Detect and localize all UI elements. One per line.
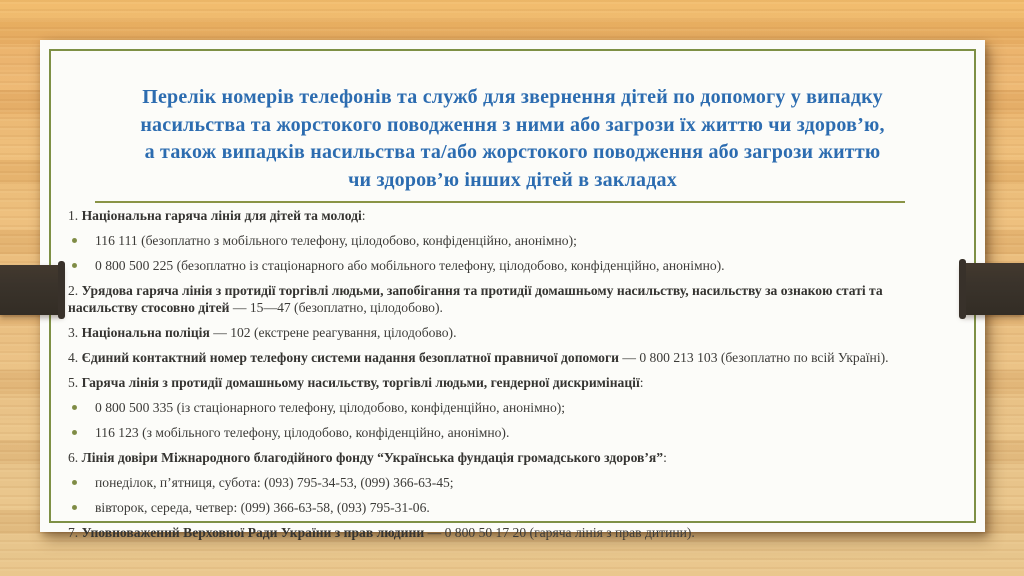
- item-name: Гаряча лінія з протидії домашньому насильству, торгівлі людьми, гендерної дискримінації: [81, 375, 640, 390]
- list-item: [68, 374, 954, 391]
- item-number: 3.: [68, 325, 79, 340]
- list-item: [68, 324, 954, 341]
- title-line-2: насильства та жорстокого поводження з ними або загрози їх життю чи здоров’ю,: [140, 113, 885, 136]
- title-separator-line: [95, 201, 905, 203]
- subitem-text: 116 123 (з мобільного телефону, цілодобово, конфіденційно, анонімно).: [95, 425, 510, 440]
- hotline-list: [68, 207, 954, 549]
- item-detail: — 102 (екстрене реагування, цілодобово).: [209, 325, 457, 340]
- left-ribbon-cap: [58, 261, 65, 319]
- item-number: 4.: [68, 350, 79, 365]
- subitem-text: вівторок, середа, четвер: (099) 366-63-58, (093) 795-31-06.: [95, 500, 430, 515]
- item-name: Національна гаряча лінія для дітей та молоді: [81, 208, 362, 223]
- item-name: Національна поліція: [81, 325, 210, 340]
- list-item: [68, 524, 954, 541]
- list-item: [68, 349, 954, 366]
- title-line-1: Перелік номерів телефонів та служб для звернення дітей по допомогу у випадку: [142, 86, 883, 108]
- item-detail: — 0 800 213 103 (безоплатно по всій Україні).: [618, 350, 889, 365]
- item-name: Єдиний контактний номер телефону системи надання безоплатної правничої допомоги: [81, 350, 619, 365]
- list-subitem: [68, 232, 954, 249]
- item-detail: — 0 800 50 17 20 (гаряча лінія з прав дитини).: [424, 525, 695, 540]
- list-item: [68, 282, 954, 316]
- item-detail: — 15—47 (безоплатно, цілодобово).: [229, 300, 443, 315]
- left-ribbon-bar: [0, 265, 63, 315]
- subitem-text: 0 800 500 335 (із стаціонарного телефону, цілодобово, конфіденційно, анонімно);: [95, 400, 566, 415]
- item-detail: :: [361, 208, 366, 223]
- item-number: 5.: [68, 375, 79, 390]
- item-number: 1.: [68, 208, 79, 223]
- item-name: Уповноважений Верховної Ради України з прав людини: [81, 525, 425, 540]
- item-number: 6.: [68, 450, 79, 465]
- item-number: 2.: [68, 283, 79, 298]
- list-item: [68, 449, 954, 466]
- list-subitem: [68, 257, 954, 274]
- item-name: Урядова гаряча лінія з протидії торгівлі людьми, запобігання та протидії домашньому насильству, насильству за ознакою статі та насильству стосовно дітей: [68, 283, 883, 315]
- title-line-4: чи здоров’ю інших дітей в закладах: [348, 168, 677, 191]
- item-name: Лінія довіри Міжнародного благодійного фонду “Українська фундація громадського здоров’я”: [81, 450, 664, 465]
- subitem-text: 0 800 500 225 (безоплатно із стаціонарного або мобільного телефону, цілодобово, конфіденційно, анонімно).: [95, 258, 725, 273]
- item-detail: :: [663, 450, 667, 465]
- right-ribbon-cap: [959, 259, 966, 319]
- list-subitem: [68, 424, 954, 441]
- subitem-text: понеділок, п’ятниця, субота: (093) 795-34-53, (099) 366-63-45;: [95, 475, 454, 490]
- item-detail: :: [639, 375, 644, 390]
- list-item: [68, 207, 954, 224]
- slide-title: [130, 84, 895, 194]
- right-ribbon-bar: [961, 263, 1024, 315]
- subitem-text: 116 111 (безоплатно з мобільного телефону, цілодобово, конфіденційно, анонімно);: [95, 233, 577, 248]
- list-subitem: [68, 399, 954, 416]
- list-subitem: [68, 474, 954, 491]
- title-line-3: а також випадків насильства та/або жорстокого поводження або загрози життю: [144, 141, 881, 163]
- slide-card: [40, 40, 985, 540]
- item-number: 7.: [68, 525, 79, 540]
- list-subitem: [68, 499, 954, 516]
